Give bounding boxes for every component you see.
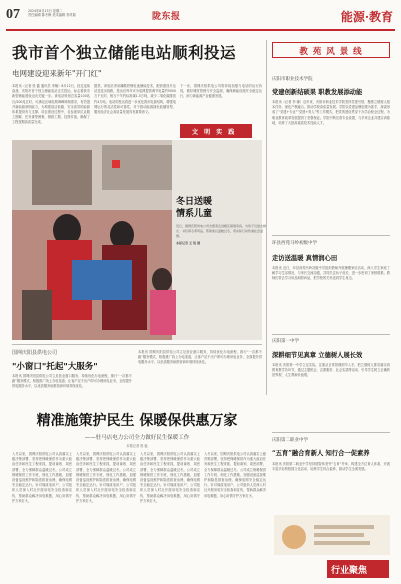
header-rule [6, 29, 395, 31]
bottom-left-unit: 国网庆阳县供电公司 [12, 350, 58, 356]
feature-subheadline: ——驻马店电力公司全力做好民生保暖工作 [84, 435, 190, 441]
page-number: 07 [6, 7, 20, 22]
main-body-col3: 下一步，国网庆阳供电公司将持续加强与电站的运行协同，做好调度管理与安全监测，确保储能设施安全稳定运行，助力新能源产业健康发展。 [180, 84, 262, 99]
right-item2-body: 本报讯 近日，环县西苑马岭初级中学组织教师开展暑期家访活动，深入学生家庭了解学习生活情况，与家长交流沟通，共同关注孩子成长，进一步密切了家校联系。教师们带去学习用品和慰问品，把学校的关怀送到学生身边。 [272, 266, 390, 281]
bottom-left-title: "小窗口"托起"大服务" [12, 362, 98, 372]
kicker-banner [180, 124, 252, 138]
header-date: 2024年8月13日 星期二 [28, 9, 63, 13]
section-title: 能源·教育 [340, 10, 393, 24]
right-item3-title: 深耕细节见真章 立德树人展长效 [272, 352, 363, 359]
feature-body-col1: 入冬以来，国网庆阳供电公司认真落实上级决策部署，坚持把保暖保供作为重大政治任务和民生工程来抓，提前谋划、周密部署，全力保障群众温暖过冬。公司成立保暖保供工作专班，细化工作措施，加强设备巡视维护和隐患排查治理，确保电网安全稳定运行。针对煤改电用户，公司组织人员深入村社开展用电安全检查和宣传，帮助群众解决用电难题，用心用情守护万家灯火。 [12, 452, 72, 503]
header-editors: 责任编辑 陈冬梅 美术编辑 李祥瑞 [28, 13, 76, 18]
right-item4-body: 本报讯 庆阳第二职业中学坚持德智体美劳“五育”并举，构建全方位育人体系，开展丰富多彩的校园文化活动，培养学生综合素养，推动学生全面发展。 [272, 462, 390, 472]
column-divider [266, 40, 267, 395]
main-headline: 我市首个独立储能电站顺利投运 [12, 43, 237, 62]
photo-caption [176, 196, 266, 246]
right-item1-title: 党建创新结硕果 职教发展添动能 [272, 89, 363, 96]
feature-byline: 本报记者 郭 毅 [126, 444, 148, 448]
right-item3-body: 本报讯 庆阳第一中学立足实际，注重从日常管理细节入手，把立德树人要求落实到教育教学各环节，通过主题班会、志愿服务、社会实践等活动，引导学生树立正确的世界观、人生观和价值观。 [272, 363, 390, 378]
newspaper-logo: 陇东报 [152, 12, 181, 22]
bottom-left-body: 本报讯 国网庆阳县供电公司立足营业窗口服务，持续优化办电流程，推行“一次都不跑”服务模式，积极推广线上办电渠道，让客户足不出户即可办理用电业务，全面提升供电服务水平，以优质服务助推营商环境持续优化。 [12, 374, 132, 389]
right-item4-unit: 庆阳第二职业中学 [272, 438, 308, 443]
right-item3-unit: 庆阳第一中学 [272, 339, 299, 344]
header-meta [28, 9, 138, 17]
main-subheadline: 电网建设迎来新年"开门红" [12, 69, 102, 78]
footer-stamp [327, 560, 389, 578]
kicker-text: 文 明 实 践 [192, 129, 237, 136]
footer-stamp-text: 行业聚焦 [331, 566, 368, 576]
right-item4-title: “五育”融合育新人 知行合一促素养 [272, 450, 370, 457]
main-body-col2: 据悉，该电站采用磷酸铁锂电池储能技术，配套建设升压站及送出线路，投运后每年可为电网提供调节电量约5000万千瓦时，相当于节约标准煤1.5万吨，减少二氧化碳排放约4万吨。电站的投运将进一步优化我市电源结构，增强电网运行的灵活性和可靠性，对于推动能源绿色低碳转型、服务经济社会高质量发展具有重要意义。 [94, 84, 176, 115]
right-item2-unit: 环县西苑马岭初级中学 [272, 241, 317, 246]
right-column-heading [272, 42, 390, 58]
right-item1-unit: 庆阳市职业技术学院 [272, 77, 313, 82]
promo-illustration [274, 515, 390, 555]
right-separator-1 [272, 235, 390, 236]
right-item1-body: 本报讯（记者 李 娜）近年来，庆阳市职业技术学院坚持党建引领，聚焦立德树人根本任务，深化产教融合，推动学校高质量发展。学院以党建品牌创建为抓手，探索形成了“党建+专业”“党建+育人”等工作模式，把党的建设贯穿于办学治校全过程，为职业教育改革发展提供了坚强保证。学院不断完善专业设置，与多家企业共建实训基地，培养了大批高素质技术技能人才。 [272, 100, 390, 125]
feature-body-col4: 入冬以来，国网庆阳供电公司认真落实上级决策部署，坚持把保暖保供作为重大政治任务和民生工程来抓，提前谋划、周密部署，全力保障群众温暖过冬。公司成立保暖保供工作专班，细化工作措施，加强设备巡视维护和隐患排查治理，确保电网安全稳定运行。针对煤改电用户，公司组织人员深入村社开展用电安全检查和宣传，帮助群众解决用电难题，用心用情守护万家灯火。 [204, 452, 266, 498]
feature-headline: 精准施策护民生 保暖保供惠万家 [36, 413, 238, 429]
feature-body-col2: 入冬以来，国网庆阳供电公司认真落实上级决策部署，坚持把保暖保供作为重大政治任务和民生工程来抓，提前谋划、周密部署，全力保障群众温暖过冬。公司成立保暖保供工作专班，细化工作措施，加强设备巡视维护和隐患排查治理，确保电网安全稳定运行。针对煤改电用户，公司组织人员深入村社开展用电安全检查和宣传，帮助群众解决用电难题，用心用情守护万家灯火。 [76, 452, 136, 503]
right-separator-3 [272, 432, 390, 433]
photo-credit: 本报记者 王 锐 摄 [176, 241, 201, 245]
photo-caption-title: 冬日送暖 情系儿童 [176, 197, 213, 219]
bottom-right-body: 本报讯 国网庆阳县供电公司立足营业窗口服务，持续优化办电流程，推行“一次都不跑”服务模式，积极推广线上办电渠道，让客户足不出户即可办理用电业务，全面提升供电服务水平，以优质服务助推营商环境持续优化。 [138, 350, 262, 365]
bottom-separator [12, 344, 262, 345]
right-item2-title: 走访送温暖 真情润心田 [272, 255, 338, 262]
page-header [6, 3, 395, 31]
right-separator-2 [272, 334, 390, 335]
photo-caption-text: 近日，国网庆阳供电公司志愿者走进辖区困难家庭，为孩子们送去棉衣、书包等冬季用品，帮助他们温暖过冬，用实际行动传递社会温情。 [176, 224, 267, 238]
main-body-col1: 本报讯（记者 张 鑫 通讯员 李楠）8月12日，经过连续奋战，庆阳市首个独立储能电站正式投运，标志着我市新型储能建设迈出关键一步。该电站规划总容量100兆瓦/200兆瓦时，可满足区域电网调峰调频需求，有效提升新能源消纳能力，为构建清洁低碳、安全高效的能源体系提供有力支撑。项目建设过程中，各参建单位克服工期紧、任务重等困难，倒排工期、挂图作战，确保了工程按期高质量完成。 [12, 84, 90, 125]
feature-body-col3: 入冬以来，国网庆阳供电公司认真落实上级决策部署，坚持把保暖保供作为重大政治任务和民生工程来抓，提前谋划、周密部署，全力保障群众温暖过冬。公司成立保暖保供工作专班，细化工作措施，加强设备巡视维护和隐患排查治理，确保电网安全稳定运行。针对煤改电用户，公司组织人员深入村社开展用电安全检查和宣传，帮助群众解决用电难题，用心用情守护万家灯火。 [140, 452, 200, 503]
right-column-heading-text: 教 苑 风 景 线 [299, 47, 363, 57]
